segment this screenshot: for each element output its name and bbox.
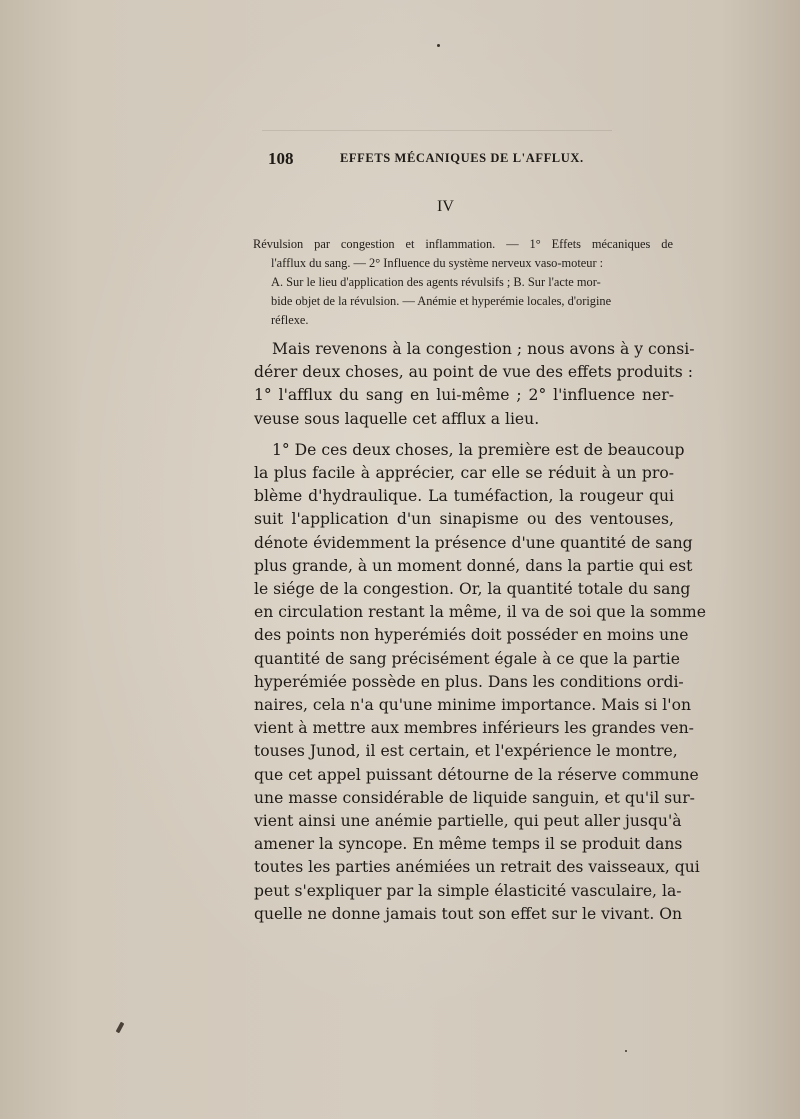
text-line: 1° l'afflux du sang en lui-même ; 2° l'influence ner- (254, 386, 674, 405)
text-line: suit l'application d'un sinapisme ou des ventouses, (254, 510, 674, 529)
text-line: quelle ne donne jamais tout son effet sur le vivant. On (254, 904, 683, 923)
text-line: amener la syncope. En même temps il se produit dans (254, 835, 683, 854)
text-line: hyperémiée possède en plus. Dans les conditions ordi- (254, 672, 684, 691)
chapter-number: IV (437, 198, 454, 215)
text-line: touses Junod, il est certain, et l'expérience le montre, (254, 742, 678, 761)
summary-line: bide objet de la révulsion. — Anémie et hyperémie locales, d'origine (271, 294, 612, 308)
pencil-mark (116, 1022, 125, 1034)
text-line: des points non hyperémiés doit posséder en moins une (254, 626, 689, 645)
paper-speck (437, 44, 440, 47)
summary-line: réflexe. (271, 313, 309, 327)
text-line: blème d'hydraulique. La tuméfaction, la rougeur qui (254, 487, 674, 506)
summary-line: Révulsion par congestion et inflammation. — 1° Effets mécaniques de (253, 237, 673, 251)
page-header (268, 149, 610, 169)
text-line: le siége de la congestion. Or, la quantité totale du sang (254, 580, 691, 599)
running-title: EFFETS MÉCANIQUES DE L'AFFLUX. (340, 151, 584, 165)
show-through-texture (262, 130, 612, 141)
chapter-summary (253, 235, 673, 330)
text-line: plus grande, à un moment donné, dans la partie qui est (254, 556, 693, 575)
text-line: quantité de sang précisément égale à ce que la partie (254, 649, 680, 668)
text-line: naires, cela n'a qu'une minime importance. Mais si l'on (254, 696, 692, 715)
text-line: veuse sous laquelle cet afflux a lieu. (254, 409, 540, 428)
text-line: une masse considérable de liquide sanguin, et qu'il sur- (254, 788, 695, 807)
text-line: 1° De ces deux choses, la première est de beaucoup (272, 440, 685, 459)
summary-line: A. Sur le lieu d'application des agents révulsifs ; B. Sur l'acte mor- (271, 275, 601, 289)
text-line: vient à mettre aux membres inférieurs les grandes ven- (254, 719, 694, 738)
paragraph (254, 338, 695, 431)
text-line: vient ainsi une anémie partielle, qui peut aller jusqu'à (254, 812, 682, 831)
paragraph (254, 439, 706, 926)
body-text (254, 338, 706, 926)
text-line: toutes les parties anémiées un retrait des vaisseaux, qui (254, 858, 700, 877)
text-line: la plus facile à apprécier, car elle se réduit à un pro- (254, 464, 674, 483)
text-line: dénote évidemment la présence d'une quantité de sang (254, 533, 693, 552)
text-line: dérer deux choses, au point de vue des effets produits : (254, 363, 693, 382)
text-line: Mais revenons à la congestion ; nous avons à y consi- (272, 340, 695, 358)
text-line: que cet appel puissant détourne de la réserve commune (254, 765, 699, 784)
text-line: peut s'expliquer par la simple élasticité vasculaire, la- (254, 881, 682, 900)
page-number: 108 (268, 149, 294, 168)
paper-speck (625, 1050, 627, 1052)
text-line: en circulation restant la même, il va de soi que la somme (254, 603, 706, 622)
summary-line: l'afflux du sang. — 2° Influence du système nerveux vaso-moteur : (271, 256, 604, 270)
